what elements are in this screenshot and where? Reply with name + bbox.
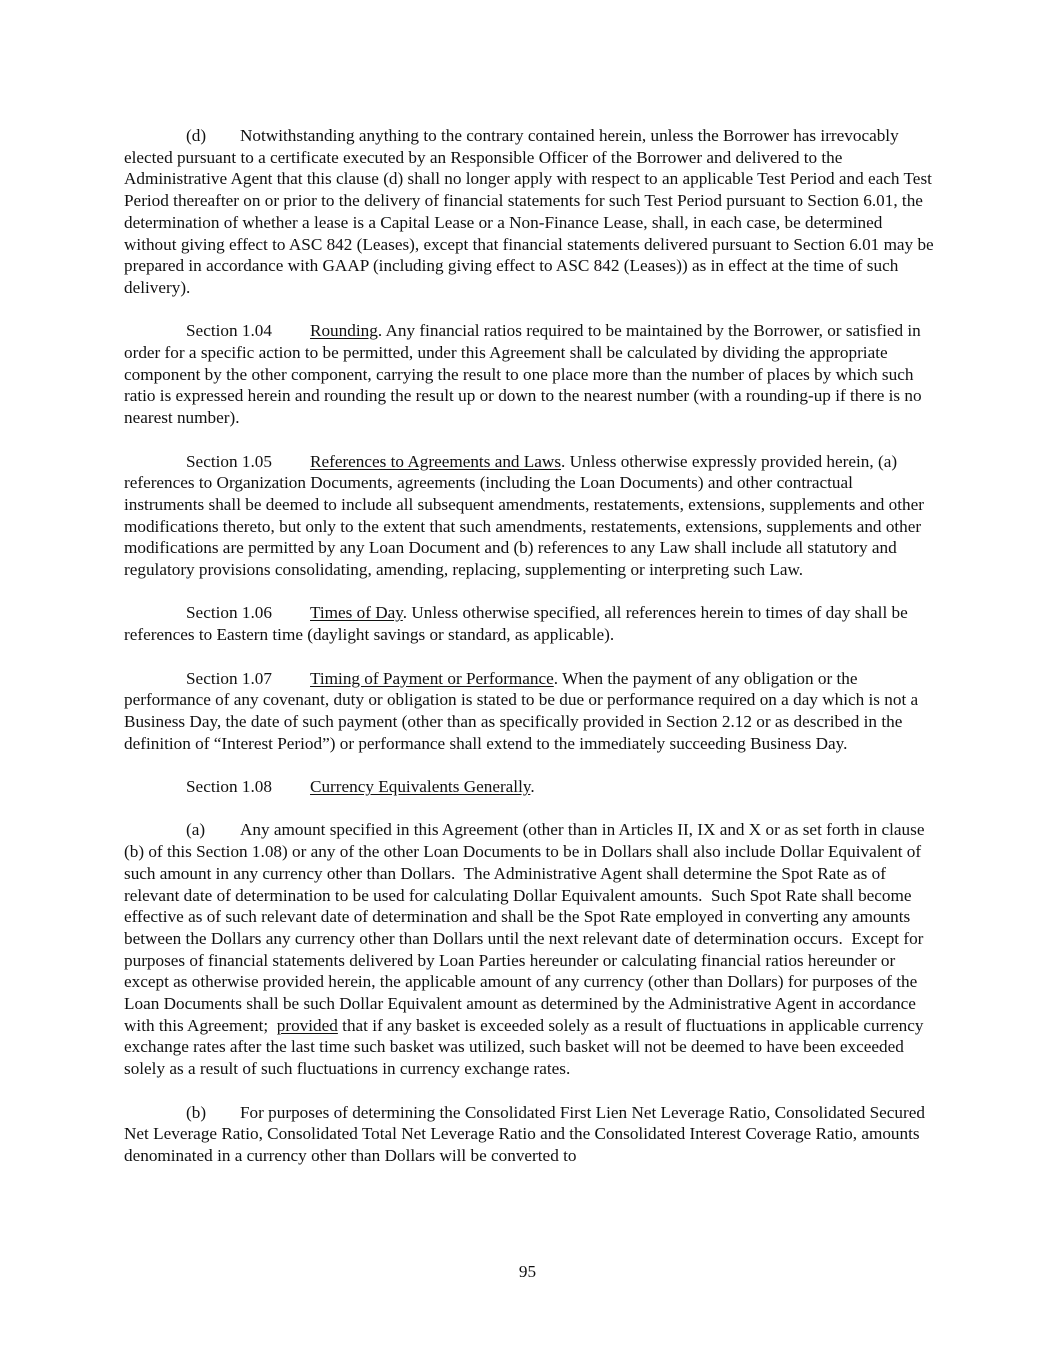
section-1-08-text: . [530, 777, 535, 797]
section-1-06-heading: Times of Day [310, 603, 403, 623]
section-1-07-number: Section 1.07 [186, 668, 272, 688]
section-1-04-text: . Any financial ratios required to be maintained by the Borrower, or satisfied in order for a specific action to be permitted, under this Agreement shall be calculated by dividing the appropriate component by the other component, carrying the result to one place more than the number of places by which such ratio is expressed herein and rounding the result up or down to the nearest number (with a rounding-up if there is no nearest number). [124, 321, 922, 428]
section-1-05 [124, 451, 934, 581]
page-body [124, 125, 934, 1188]
section-1-05-number: Section 1.05 [186, 451, 272, 471]
section-1-07 [124, 668, 934, 755]
section-1-07-heading: Timing of Payment or Performance [310, 668, 554, 688]
section-1-04-heading: Rounding [310, 321, 378, 341]
clause-d-text: Notwithstanding anything to the contrary contained herein, unless the Borrower has irrevocably elected pursuant to a certificate executed by an Responsible Officer of the Borrower and delivered to the Administrative Agent that this clause (d) shall no longer apply with respect to an applicable Test Period and each Test Period thereafter on or prior to the delivery of financial statements for such Test Period pursuant to Section 6.01, the determination of whether a lease is a Capital Lease or a Non-Finance Lease, shall, in each case, be determined without giving effect to ASC 842 (Leases), except that financial statements delivered pursuant to Section 6.01 may be prepared in accordance with GAAP (including giving effect to ASC 842 (Leases)) as in effect at the time of such delivery). [124, 126, 934, 297]
section-1-08-heading: Currency Equivalents Generally [310, 777, 531, 797]
clause-d [124, 125, 934, 299]
page-number: 95 [518, 1262, 537, 1281]
clause-b-label: (b) [186, 1102, 207, 1122]
clause-b-text: For purposes of determining the Consolidated First Lien Net Leverage Ratio, Consolidated Secured Net Leverage Ratio, Consolidated Total Net Leverage Ratio and the Consolidated Interest Coverage Ratio, amounts denominated in a currency other than Dollars will be converted to [124, 1102, 925, 1165]
section-1-04-number: Section 1.04 [186, 321, 272, 341]
section-1-05-text: . Unless otherwise expressly provided herein, (a) references to Organization Documents, agreements (including the Loan Documents) and other contractual instruments shall be deemed to include all subsequent amendments, restatements, extensions, supplements and other modifications thereto, but only to the extent that such amendments, restatements, extensions, supplements and other modifications are permitted by any Loan Document and (b) references to any Law shall include all statutory and regulatory provisions consolidating, amending, replacing, supplementing or interpreting such Law. [124, 451, 924, 580]
clause-b [124, 1102, 934, 1167]
section-1-07-text: . When the payment of any obligation or the performance of any covenant, duty or obligation is stated to be due or performance required on a day which is not a Business Day, the date of such payment (other than as specifically provided in Section 2.12 or as described in the definition of “Interest Period”) or performance shall extend to the immediately succeeding Business Day. [124, 668, 919, 753]
section-1-08-number: Section 1.08 [186, 777, 272, 797]
section-1-04 [124, 320, 934, 429]
clause-a-text-before: Any amount specified in this Agreement (other than in Articles II, IX and X or as set forth in clause (b) of this Section 1.08) or any of the other Loan Documents to be in Dollars shall also include Dollar Equivalent of such amount in any currency other than Dollars. The Administrative Agent shall determine the Spot Rate as of relevant date of determination to be used for calculating Dollar Equivalent amounts. Such Spot Rate shall become effective as of such relevant date of determination and shall be the Spot Rate employed in converting any amounts between the Dollars any currency other than Dollars until the next relevant date of determination occurs. Except for purposes of financial statements delivered by Loan Parties hereunder or calculating financial ratios hereunder or except as otherwise provided herein, the applicable amount of any currency (other than Dollars) for purposes of the Loan Documents shall be such Dollar Equivalent amount as determined by the Administrative Agent in accordance with this Agreement; [124, 820, 929, 1035]
section-1-05-heading: References to Agreements and Laws [310, 451, 562, 471]
section-1-06-text: . Unless otherwise specified, all references herein to times of day shall be references to Eastern time (daylight savings or standard, as applicable). [124, 603, 908, 645]
clause-a [124, 819, 934, 1079]
clause-a-text-after: that if any basket is exceeded solely as a result of fluctuations in applicable currency exchange rates after the last time such basket was utilized, such basket will not be deemed to have been exceeded solely as a result of such fluctuations in currency exchange rates. [124, 1015, 924, 1079]
section-1-06-number: Section 1.06 [186, 603, 272, 623]
section-1-06 [124, 602, 934, 645]
clause-a-label: (a) [186, 820, 206, 840]
clause-a-provided: provided [276, 1015, 338, 1035]
section-1-08 [124, 776, 934, 798]
clause-d-label: (d) [186, 126, 207, 145]
